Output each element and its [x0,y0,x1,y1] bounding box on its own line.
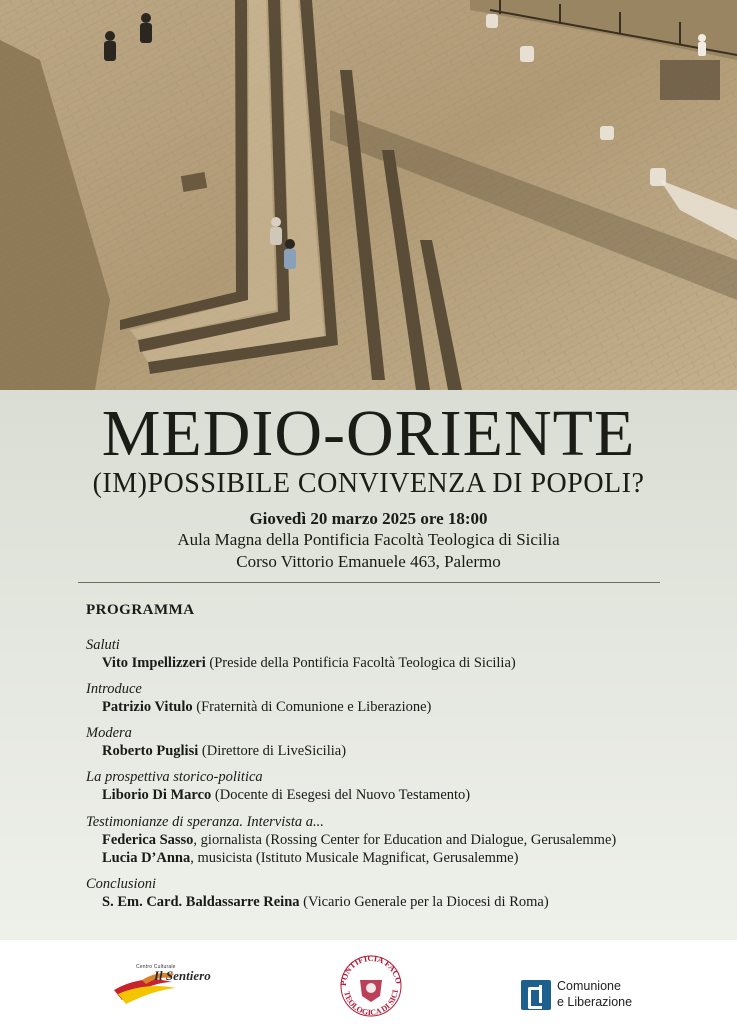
speaker-name: Federica Sasso [102,832,194,848]
cl-wordmark [557,978,632,1010]
speaker-name: Liborio Di Marco [102,787,212,803]
programma-speaker [86,654,726,672]
pftsi-seal-logo [336,946,406,1022]
poster-subtitle: (IM)POSSIBILE CONVIVENZA DI POPOLI? [92,468,645,499]
cl-mark-icon [521,980,551,1010]
speaker-name: S. Em. Card. Baldassarre Reina [102,894,300,910]
programma-speaker [86,742,726,760]
programma-speaker [86,849,726,867]
il-sentiero-logo [112,960,224,1006]
programma-item-testimonianze [86,813,726,867]
speaker-name: Lucia D’Anna [102,850,191,866]
divider [78,582,660,583]
programma-item-saluti [86,636,726,672]
footer-logos [0,940,737,1024]
speaker-name: Vito Impellizzeri [102,655,206,671]
programma-heading: PROGRAMMA [86,602,195,618]
speaker-details: , giornalista (Rossing Center for Education and Dialogue, Gerusalemme) [193,832,617,848]
event-address: Corso Vittorio Emanuele 463, Palermo [236,552,501,571]
programma-speaker [86,698,726,716]
speaker-details: (Docente di Esegesi del Nuovo Testamento) [211,787,471,803]
staircase-photo [0,0,737,390]
pftsi-seal-icon [336,946,406,1022]
programma-speaker [86,831,726,849]
header-photo [0,0,737,390]
speaker-details: (Fraternità di Comunione e Liberazione) [192,699,432,715]
programma-role: Saluti [86,637,120,653]
speaker-name: Roberto Puglisi [102,743,199,759]
programma-item-conclusioni [86,875,726,911]
speaker-details: (Preside della Pontificia Facoltà Teologica di Sicilia) [205,655,516,671]
speaker-details: (Vicario Generale per la Diocesi di Roma) [299,894,549,910]
event-venue: Aula Magna della Pontificia Facoltà Teologica di Sicilia [177,530,560,549]
programma-role: Testimonianze di speranza. Intervista a... [86,814,324,830]
cl-logo [521,978,681,1014]
speaker-details: (Direttore di LiveSicilia) [198,743,347,759]
speaker-name: Patrizio Vitulo [102,699,193,715]
poster-title: MEDIO-ORIENTE [101,397,636,470]
programma-role: La prospettiva storico-politica [86,769,263,785]
programma-item-modera [86,724,726,760]
programma-role: Introduce [86,681,142,697]
event-date: Giovedì 20 marzo 2025 ore 18:00 [249,509,488,528]
svg-text:PONTIFICIA FACOLTÀ: PONTIFICIA FACO [337,952,404,987]
poster-panel [0,390,737,940]
cl-line2: e Liberazione [557,995,633,1009]
sentiero-subtitle: Centro Culturale [136,964,176,970]
sentiero-name: Il Sentiero [154,968,211,983]
programma-speaker [86,893,726,911]
cl-line1: Comunione [557,979,621,993]
programma-item-prospettiva [86,768,726,804]
programma-role: Conclusioni [86,876,157,892]
svg-text:TEOLOGICA DI SICILIA: TEOLOGICA DI SICI [342,989,400,1018]
programma-speaker [86,786,726,804]
speaker-details: , musicista (Istituto Musicale Magnificat, Gerusalemme) [190,850,519,866]
programma-item-introduce [86,680,726,716]
programma-role: Modera [86,725,132,741]
